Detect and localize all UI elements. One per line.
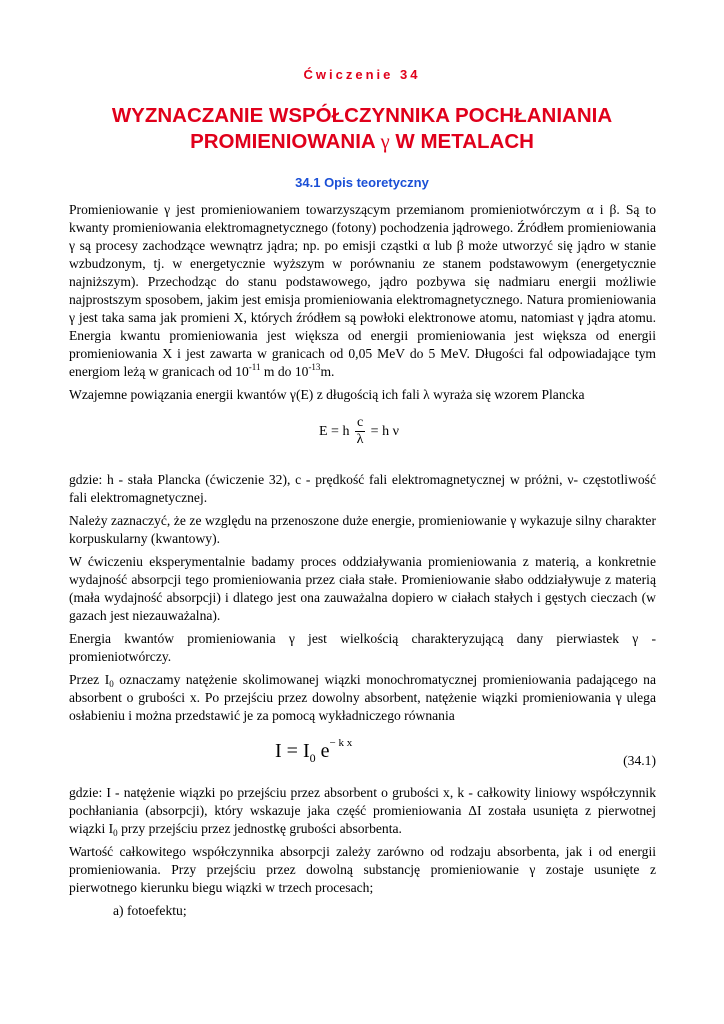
paragraph-planck-legend: gdzie: h - stała Plancka (ćwiczenie 32), c - prędkość fali elektromagnetycznej w próżni, ν- częstotliwość fali elektromagnetycznej. [69, 472, 657, 505]
planck-formula [69, 409, 656, 459]
paragraph-absorption-legend-text-2: przy przejściu przez jednostkę grubości absorbenta. [117, 821, 402, 836]
paragraph-planck-intro: Wzajemne powiązania energii kwantów γ(E) z długością ich fali λ wyraża się wzorem Plancka [69, 387, 585, 402]
page-title [60, 103, 664, 155]
subscript-zero: 0 [109, 679, 114, 689]
absorption-exp-base: e [315, 740, 330, 762]
planck-denominator: λ [356, 432, 364, 447]
title-line-2-pre: PROMIENIOWANIA [190, 130, 381, 153]
planck-lhs: E = h [319, 423, 350, 439]
title-line-2 [60, 129, 664, 155]
exponent-2: -13 [308, 362, 321, 372]
title-line-1: WYZNACZANIE WSPÓŁCZYNNIKA POCHŁANIANIA [111, 104, 613, 127]
document-body [69, 201, 656, 925]
equation-number: (34.1) [623, 753, 656, 768]
absorption-formula [69, 730, 656, 776]
paragraph-intro [69, 201, 656, 381]
paragraph-intro-text-3: m. [320, 364, 335, 379]
planck-numerator: c [356, 415, 364, 430]
absorption-subscript: 0 [309, 751, 316, 765]
list-item-photoeffect: a) fotoefektu; [113, 903, 187, 918]
planck-rhs: = h ν [370, 423, 399, 439]
paragraph-experiment: W ćwiczeniu eksperymentalnie badamy proces oddziaływania promieniowania z materią, a konkretnie wydajność absorpcji tego promieniowania przez ciała stałe. Promieniowanie słabo oddziaływuje z materią (mała wydajność absorpcji) i dlatego jest ona zauważalna dopiero w ciałach stałych i gęstych cieczach (w gazach jest niezauważalna). [69, 554, 656, 623]
exercise-label: Ćwiczenie 34 [303, 67, 421, 82]
paragraph-intensity-text: Przez I [69, 672, 110, 687]
paragraph-intro-text-2: m do 10 [260, 364, 309, 379]
paragraph-coefficient: Wartość całkowitego współczynnika absorpcji zależy zarówno od rodzaju absorbenta, jak i od energii promieniowania. Przy przejściu przez dowolną substancję promieniowanie γ zostaje usunięte z pierwotnego kierunku biegu wiązki w trzech procesach; [69, 844, 656, 895]
subscript-zero-2: 0 [113, 828, 118, 838]
paragraph-intensity [69, 671, 656, 725]
title-line-2-post: W METALACH [389, 130, 534, 153]
paragraph-absorption-legend-text: gdzie: I - natężenie wiązki po przejściu przez absorbent o grubości x, k - całkowity liniowy współczynnik pochłaniania (absorpcji), który wskazuje jaka część promieniowania ΔI została usunięta z pierwotnej wiązki I [69, 785, 656, 836]
planck-fraction [355, 415, 365, 448]
paragraph-absorption-legend [69, 784, 656, 838]
paragraph-energy: Energia kwantów promieniowania γ jest wielkością charakteryzującą dany pierwiastek γ - promieniotwórczy. [69, 631, 656, 664]
paragraph-intensity-text-2: oznaczamy natężenie skolimowanej wiązki monochromatycznej promieniowania padającego na absorbent o grubości x. Po przejściu przez dowolny absorbent, natężenie wiązki promieniowania γ ulega osłabieniu i można przedstawić je za pomocą wykładniczego równania [69, 672, 656, 723]
absorption-lhs: I = I [275, 740, 310, 762]
absorption-exponent: − k x [329, 737, 353, 749]
exponent-1: -11 [248, 362, 261, 372]
paragraph-intro-text: Promieniowanie γ jest promieniowaniem towarzyszącym przemianom promieniotwórczym α i β. Są to kwanty promieniowania elektromagnetycznego (fotony) pochodzenia jądrowego. Źródłem promieniowania γ są procesy zachodzące wewnątrz jądra; np. po emisji cząstki α lub β może utworzyć się jądro w stanie wzbudzonym, tj. w energetycznie wyższym w porównaniu ze stanem podstawowym (energetycznie najniższym). Przechodząc do stanu podstawowego, jądro pozbywa się nadmiaru energii możliwie najprostszym sposobem, jakim jest emisja promieniowania elektromagnetycznego. Natura promieniowania γ jest taka sama jak promieni X, których źródłem są powłoki elektronowe atomu, natomiast γ jądra atomu. Energia kwantu promieniowania jest większa od energii promieniowania jest większa od energii promieniowania X i jest zawarta w granicach od 0,05 MeV do 5 MeV. Długości fal odpowiadające tym energiom leżą w granicach od 10 [69, 202, 656, 379]
title-gamma-symbol: γ [380, 131, 390, 153]
section-heading: 34.1 Opis teoretyczny [295, 175, 429, 190]
paragraph-corpuscular: Należy zaznaczyć, że ze względu na przenoszone duże energie, promieniowanie γ wykazuje silny charakter korpuskularny (kwantowy). [69, 513, 656, 546]
